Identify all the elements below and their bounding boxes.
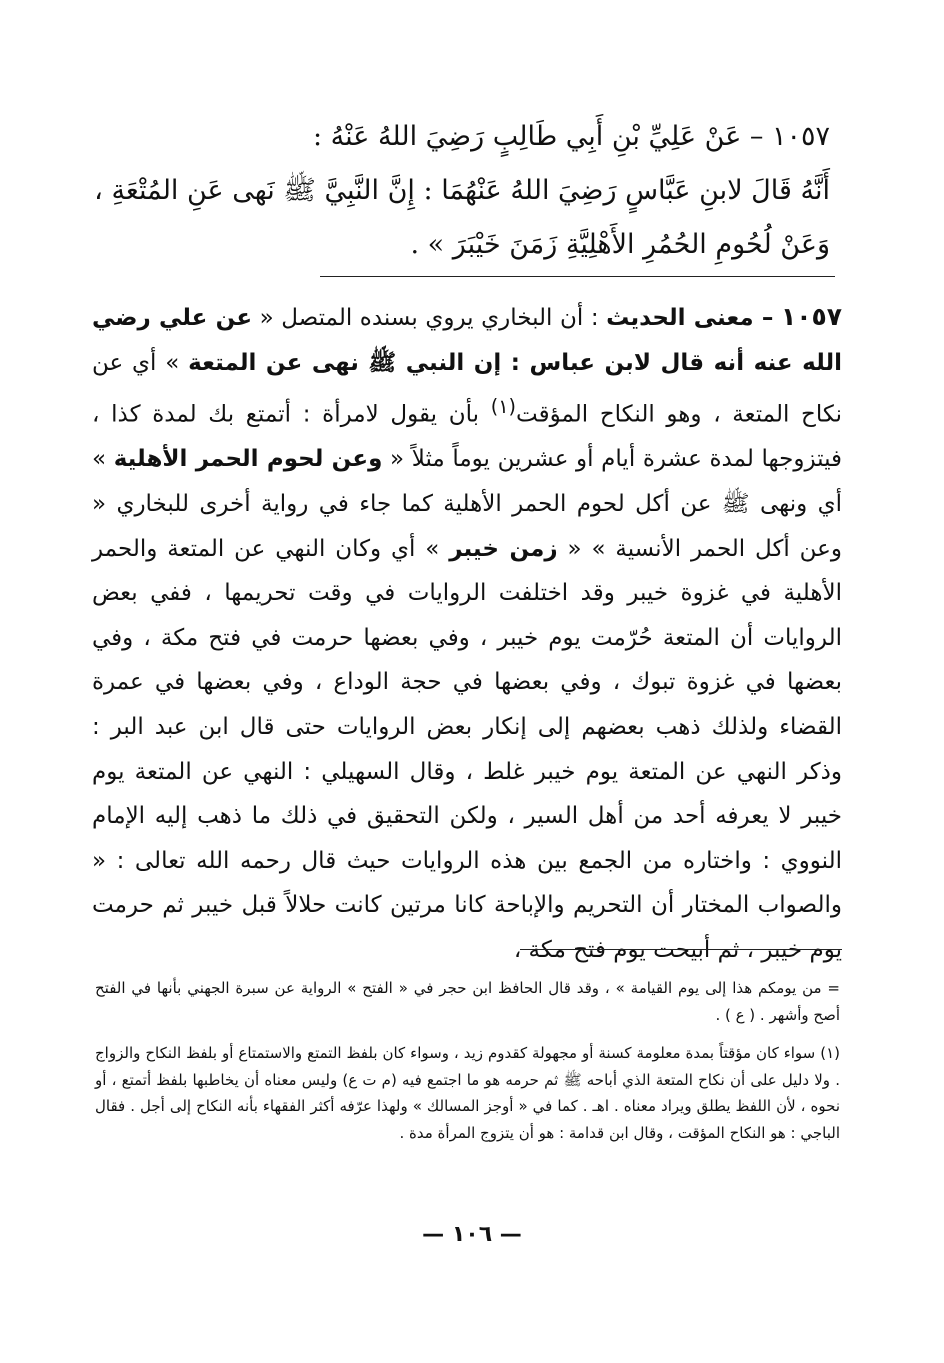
footnote-continued: = من يومكم هذا إلى يوم القيامة » ، وقد قال الحافظ ابن حجر في « الفتح » الرواية عن سبرة الجهني بأنها في الفتح أصح وأشهر . ( ع ) . — [95, 979, 840, 1024]
footnotes — [95, 975, 840, 1158]
commentary-text-2: بأن يقول لامرأة : أتمتع بك لمدة كذا ، فيتزوجها لمدة عشرة أيام أو عشرين يوماً مثلاً « — [92, 401, 843, 473]
commentary-heading: – معنى الحديث — [606, 305, 774, 331]
commentary-text-4: » أي وكان النهي عن المتعة والحمر الأهلية في غزوة خيبر وقد اختلفت الروايات في وقت تحريمها ، ففي بعض الروايات أن المتعة حُرّمت يوم خيبر ، وفي بعضها حرمت في فتح مكة ، وفي بعضها في غزوة تبوك ، وفي بعضها في حجة الوداع ، وفي بعضها في عمرة القضاء ولذلك ذهب بعضهم إلى إنكار بعض الروايات حتى قال ابن عبد البر : وذكر النهي عن المتعة يوم خيبر غلط ، وقال السهيلي : النهي عن المتعة يوم خيبر لا يعرفه أحد من أهل السير ، ولكن التحقيق في ذلك ما ذهب إليه الإمام النووي : واختاره من الجمع بين هذه الروايات حيث قال رحمه الله تعالى : « والصواب المختار أن التحريم والإباحة كانا مرتين كانت حلالاً قبل خيبر ثم حرمت يوم خيبر ، ثم أبيحت يوم فتح مكة ، — [92, 535, 842, 963]
commentary-text-3: » أي ونهى ﷺ عن أكل لحوم الحمر الأهلية كما جاء في رواية أخرى للبخاري « وعن أكل الحمر الأنسية » « — [92, 446, 843, 562]
hadith-line-2: أَنَّهُ قَالَ لابنِ عَبَّاسٍ رَضِيَ اللهُ عَنْهُمَا : إِنَّ النَّبِيَّ ﷺ نَهى عَنِ المُتْعَةِ ، — [94, 175, 830, 206]
commentary-paragraph — [92, 295, 842, 973]
hadith-line-1: ١٠٥٧ – عَنْ عَلِيِّ بْنِ أَبِي طَالِبٍ رَضِيَ اللهُ عَنْهُ : — [312, 121, 830, 152]
commentary-intro: : أن البخاري يروي بسنده المتصل « — [259, 305, 599, 331]
footnote-reference: (١) — [490, 395, 516, 419]
hadith-number: ١٠٥٧ — [780, 302, 843, 331]
quote-1: عن علي رضي الله عنه أنه قال لابن عباس : إن النبي ﷺ نهى عن المتعة — [92, 305, 842, 376]
page-number: — ١٠٦ — — [422, 1222, 522, 1247]
footnote-divider — [520, 949, 842, 950]
quote-2: وعن لحوم الحمر الأهلية — [113, 446, 383, 473]
footnote-1: (١) سواء كان مؤقتاً بمدة معلومة كسنة أو مجهولة كقدوم زيد ، وسواء كان بلفظ التمتع والاستمتاع أو بلفظ النكاح والزواج . ولا دليل على أن نكاح المتعة الذي أباحه ﷺ ثم حرمه هو ما اجتمع فيه (م ت ع) وليس معناه أن يخاطبها بلفظ أتمتع ، أو نحوه ، لأن اللفظ يطلق ويراد معناه . اهـ . كما في « أوجز المسالك » ولهذا عرّفه أكثر الفقهاء بأنه النكاح إلى أجل . فقال الباجي : هو النكاح المؤقت ، وقال ابن قدامة : هو أن يتزوج المرأة مدة . — [95, 1044, 840, 1142]
hadith-line-3: وَعَنْ لُحُومِ الحُمُرِ الأَهْلِيَّةِ زَمَنَ خَيْبَرَ » . — [410, 229, 830, 260]
commentary-text-1: » أي عن نكاح المتعة ، وهو النكاح المؤقت — [92, 349, 843, 428]
hadith-text — [95, 110, 830, 272]
hadith-divider — [320, 276, 835, 277]
quote-3: زمن خيبر — [449, 535, 558, 562]
